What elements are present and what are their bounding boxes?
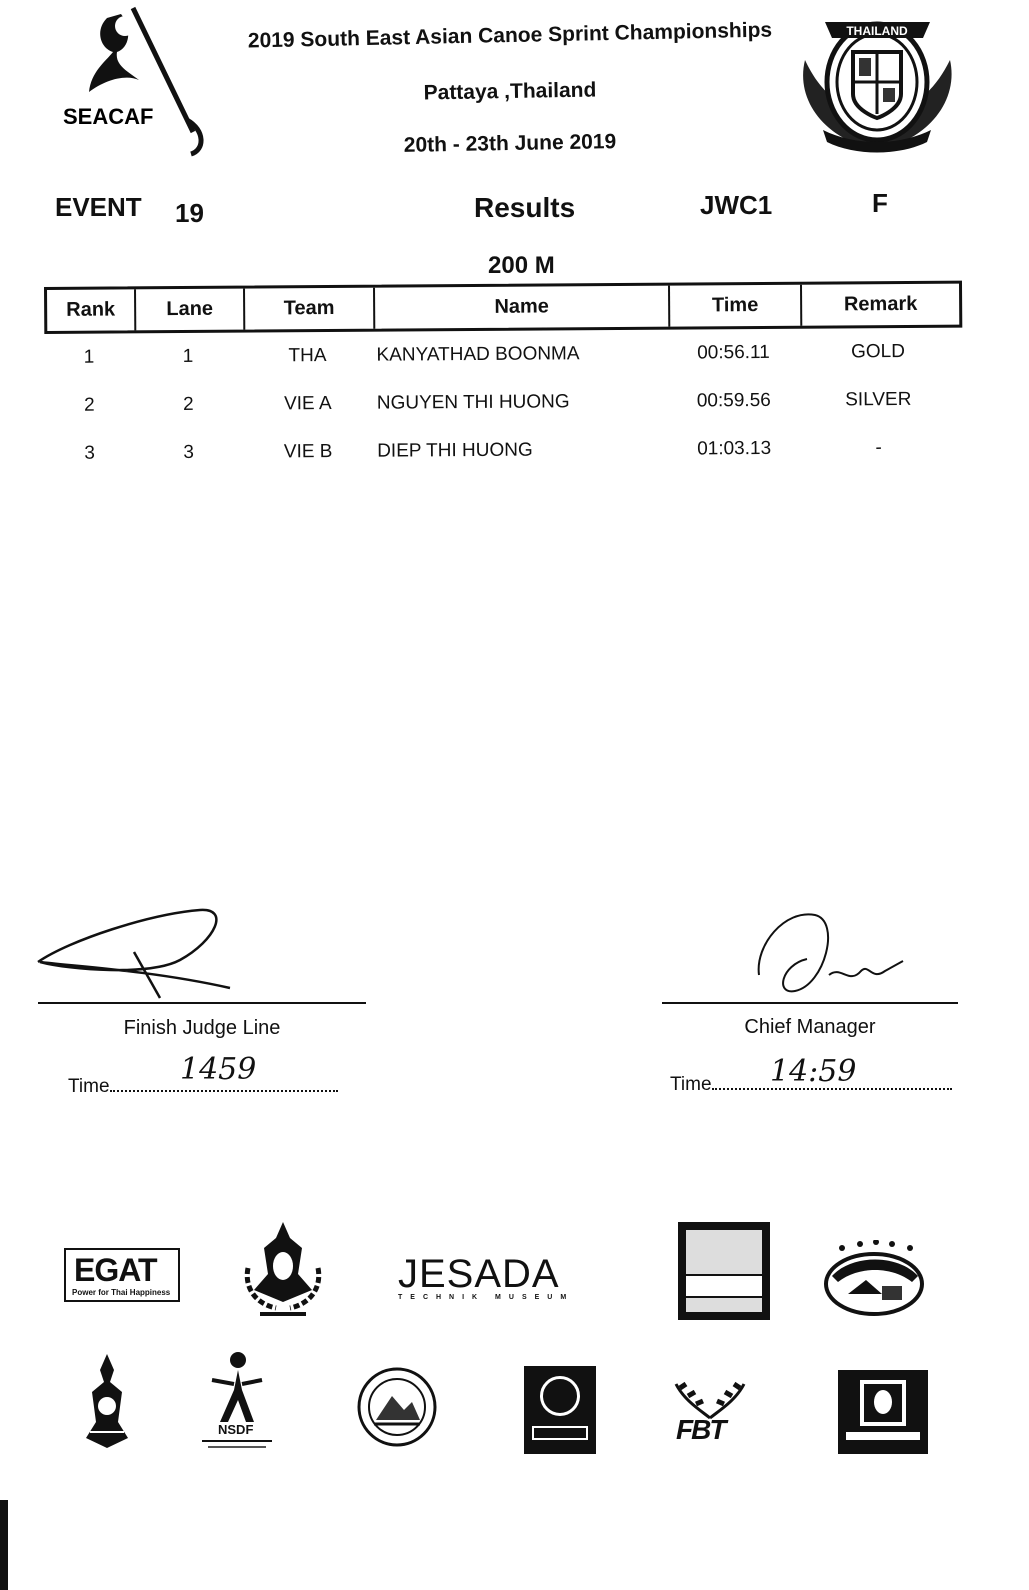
event-class: JWC1: [700, 190, 773, 220]
header-team: Team: [245, 288, 375, 330]
cell-remark: GOLD: [850, 340, 905, 363]
results-heading: Results: [474, 192, 576, 223]
cell-time: 01:03.13: [697, 437, 772, 460]
championship-title: 2019 South East Asian Canoe Sprint Championships: [247, 18, 773, 53]
table-row: [44, 328, 962, 382]
chief-manager-time-handwritten: 14:59: [770, 1054, 857, 1089]
crest-banner-text: THAILAND: [846, 24, 908, 38]
seacaf-logo-text: SEACAF: [63, 104, 154, 129]
scan-edge-mark: [0, 1500, 8, 1590]
insurance-sponsor-logo: [678, 1222, 770, 1320]
gsb-bank-logo: [524, 1366, 596, 1454]
cell-time: 00:56.11: [697, 341, 770, 364]
fbt-logo-text: FBT: [676, 1414, 725, 1445]
finish-judge-signature: [30, 900, 270, 1005]
event-label: EVENT: [55, 192, 142, 222]
chief-manager-role: Chief Manager: [744, 1016, 876, 1038]
thai-sport-authority-emblem: [242, 1218, 324, 1322]
royal-navy-emblem: [80, 1352, 134, 1452]
cell-lane: 3: [183, 441, 195, 464]
farm-sponsor-logo: [822, 1240, 928, 1324]
thailand-federation-crest: [795, 10, 960, 160]
cell-remark: SILVER: [845, 388, 912, 411]
header-time: Time: [670, 285, 802, 327]
seacaf-logo: [55, 0, 225, 170]
chief-manager-signature: [745, 905, 915, 1000]
cell-lane: 1: [182, 345, 194, 368]
cell-rank: 1: [83, 346, 95, 368]
cell-remark: -: [875, 437, 882, 459]
event-number: 19: [175, 198, 204, 228]
table-header: [44, 281, 962, 334]
egat-logo: [64, 1248, 180, 1302]
championship-location: Pattaya ,Thailand: [423, 78, 597, 105]
event-phase: F: [872, 188, 888, 218]
egat-logo-tagline: Power for Thai Happiness: [72, 1288, 171, 1297]
time-label: Time: [670, 1074, 712, 1095]
sports-authority-seal: [356, 1366, 438, 1448]
table-row: [45, 424, 963, 478]
nsdf-logo-text: NSDF: [218, 1422, 254, 1437]
cell-name: DIEP THI HUONG: [377, 439, 533, 462]
header-rank: Rank: [47, 289, 136, 331]
thai-farmers-bank-logo: [838, 1370, 928, 1454]
nsdf-torch-icon: [198, 1350, 276, 1430]
cell-team: VIE B: [283, 440, 333, 463]
table-row: [45, 376, 963, 430]
cell-rank: 3: [84, 442, 96, 464]
header-name: Name: [375, 286, 670, 329]
nsdf-logo: [198, 1350, 276, 1456]
cell-team: THA: [288, 345, 327, 367]
cell-name: NGUYEN THI HUONG: [376, 391, 570, 414]
jesada-logo-name: JESADA: [398, 1252, 560, 1296]
jesada-logo-sub: TECHNIK MUSEUM: [398, 1294, 575, 1301]
cell-name: KANYATHAD BOONMA: [376, 343, 580, 366]
header-remark: Remark: [843, 292, 918, 316]
cell-time: 00:59.56: [696, 389, 771, 412]
jesada-logo: [398, 1252, 575, 1310]
cell-lane: 2: [182, 393, 194, 416]
chief-manager-signature-line: [662, 1002, 958, 1004]
results-table: [44, 281, 963, 478]
fbt-logo: [670, 1380, 750, 1450]
finish-judge-signature-line: [38, 1002, 366, 1004]
finish-judge-time-handwritten: 1459: [180, 1052, 257, 1087]
cell-team: VIE A: [283, 392, 332, 415]
championship-dates: 20th - 23th June 2019: [403, 130, 617, 157]
header-lane: Lane: [136, 289, 245, 331]
egat-logo-name: EGAT: [74, 1252, 157, 1288]
cell-rank: 2: [83, 394, 95, 416]
event-distance: 200 M: [488, 252, 555, 279]
finish-judge-role: Finish Judge Line: [123, 1017, 281, 1039]
time-label: Time: [68, 1076, 110, 1097]
